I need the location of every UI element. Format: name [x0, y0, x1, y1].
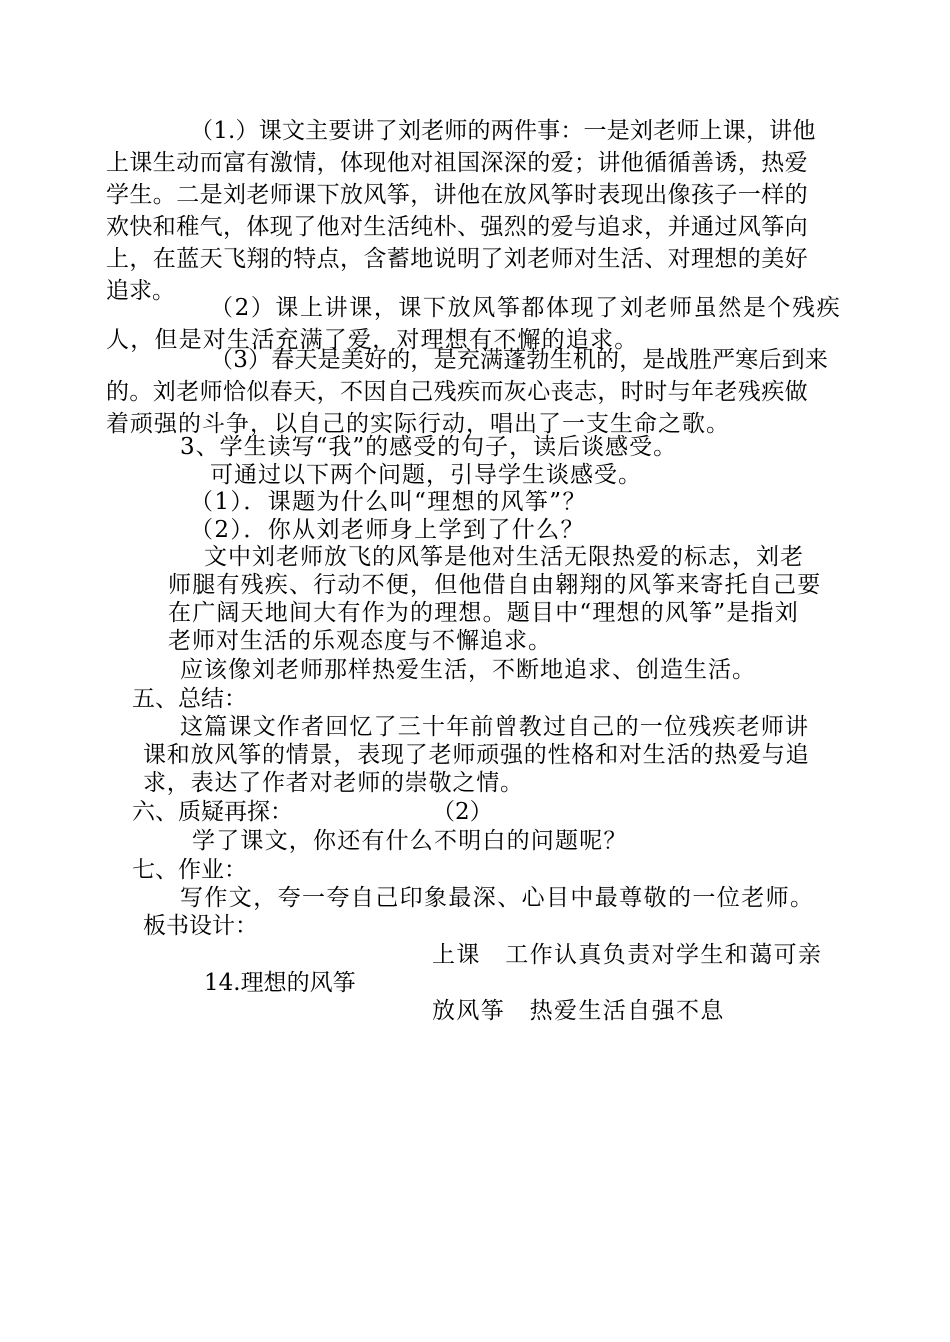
text-line: 上课生动而富有激情，体现他对祖国深深的爱；讲他循循善诱，热爱 — [106, 150, 808, 176]
text-line: 追求。 — [106, 278, 175, 304]
text-line: 可通过以下两个问题，引导学生谈感受。 — [210, 462, 642, 488]
text-line: 3、学生读写“我”的感受的句子，读后谈感受。 — [180, 434, 678, 460]
text-line: 在广阔天地间大有作为的理想。题目中“理想的风筝”是指刘 — [168, 600, 799, 626]
text-line: （2） — [432, 799, 493, 825]
section-heading: 七、作业： — [132, 857, 247, 883]
text-line: 师腿有残疾、行动不便，但他借自由翱翔的风筝来寄托自己要 — [168, 572, 822, 598]
board-row-2: 放风筝 热爱生活自强不息 — [432, 998, 725, 1024]
board-title: 14.理想的风筝 — [204, 970, 356, 996]
text-line: 欢快和稚气，体现了他对生活纯朴、强烈的爱与追求，并通过风筝向 — [106, 214, 808, 240]
text-line: 学生。二是刘老师课下放风筝，讲他在放风筝时表现出像孩子一样的 — [106, 182, 808, 208]
text-line: （2）．你从刘老师身上学到了什么？ — [190, 517, 585, 543]
text-line: 学了课文，你还有什么不明白的问题呢？ — [192, 828, 628, 854]
text-line: （1.）课文主要讲了刘老师的两件事：一是刘老师上课，讲他 — [190, 118, 816, 144]
board-row-1: 上课 工作认真负责对学生和蔼可亲 — [432, 942, 823, 968]
text-line: 人，但是对生活充满了爱，对理想有不懈的追求。 — [106, 327, 639, 353]
text-line: （2）课上讲课，课下放风筝都体现了刘老师虽然是个残疾 — [210, 295, 842, 321]
text-line: （1）．课题为什么叫“理想的风筝”？ — [190, 489, 587, 515]
text-line: 上，在蓝天飞翔的特点，含蓄地说明了刘老师对生活、对理想的美好 — [106, 246, 808, 272]
text-line: 的。刘老师恰似春天，不因自己残疾而灰心丧志，时时与年老残疾做 — [106, 379, 808, 405]
text-line: 应该像刘老师那样热爱生活，不断地追求、创造生活。 — [180, 657, 756, 683]
text-line: 课和放风筝的情景，表现了老师顽强的性格和对生活的热爱与追 — [143, 742, 810, 768]
text-line: 这篇课文作者回忆了三十年前曾教过自己的一位残疾老师讲 — [180, 714, 810, 740]
section-heading: 六、质疑再探： — [132, 799, 293, 825]
section-heading: 五、总结： — [132, 686, 247, 712]
text-line: 求，表达了作者对老师的崇敬之情。 — [143, 770, 524, 796]
text-line: 写作文，夸一夸自己印象最深、心目中最尊敬的一位老师。 — [180, 885, 815, 911]
text-line: 文中刘老师放飞的风筝是他对生活无限热爱的标志，刘老 — [204, 544, 804, 570]
section-heading: 板书设计： — [143, 913, 258, 939]
text-line: 着顽强的斗争，以自己的实际行动，唱出了一支生命之歌。 — [106, 411, 730, 437]
text-line: （3）春天是美好的，是充满蓬勃生机的，是战胜严寒后到来 — [210, 347, 829, 373]
text-line: 老师对生活的乐观态度与不懈追求。 — [168, 628, 552, 654]
